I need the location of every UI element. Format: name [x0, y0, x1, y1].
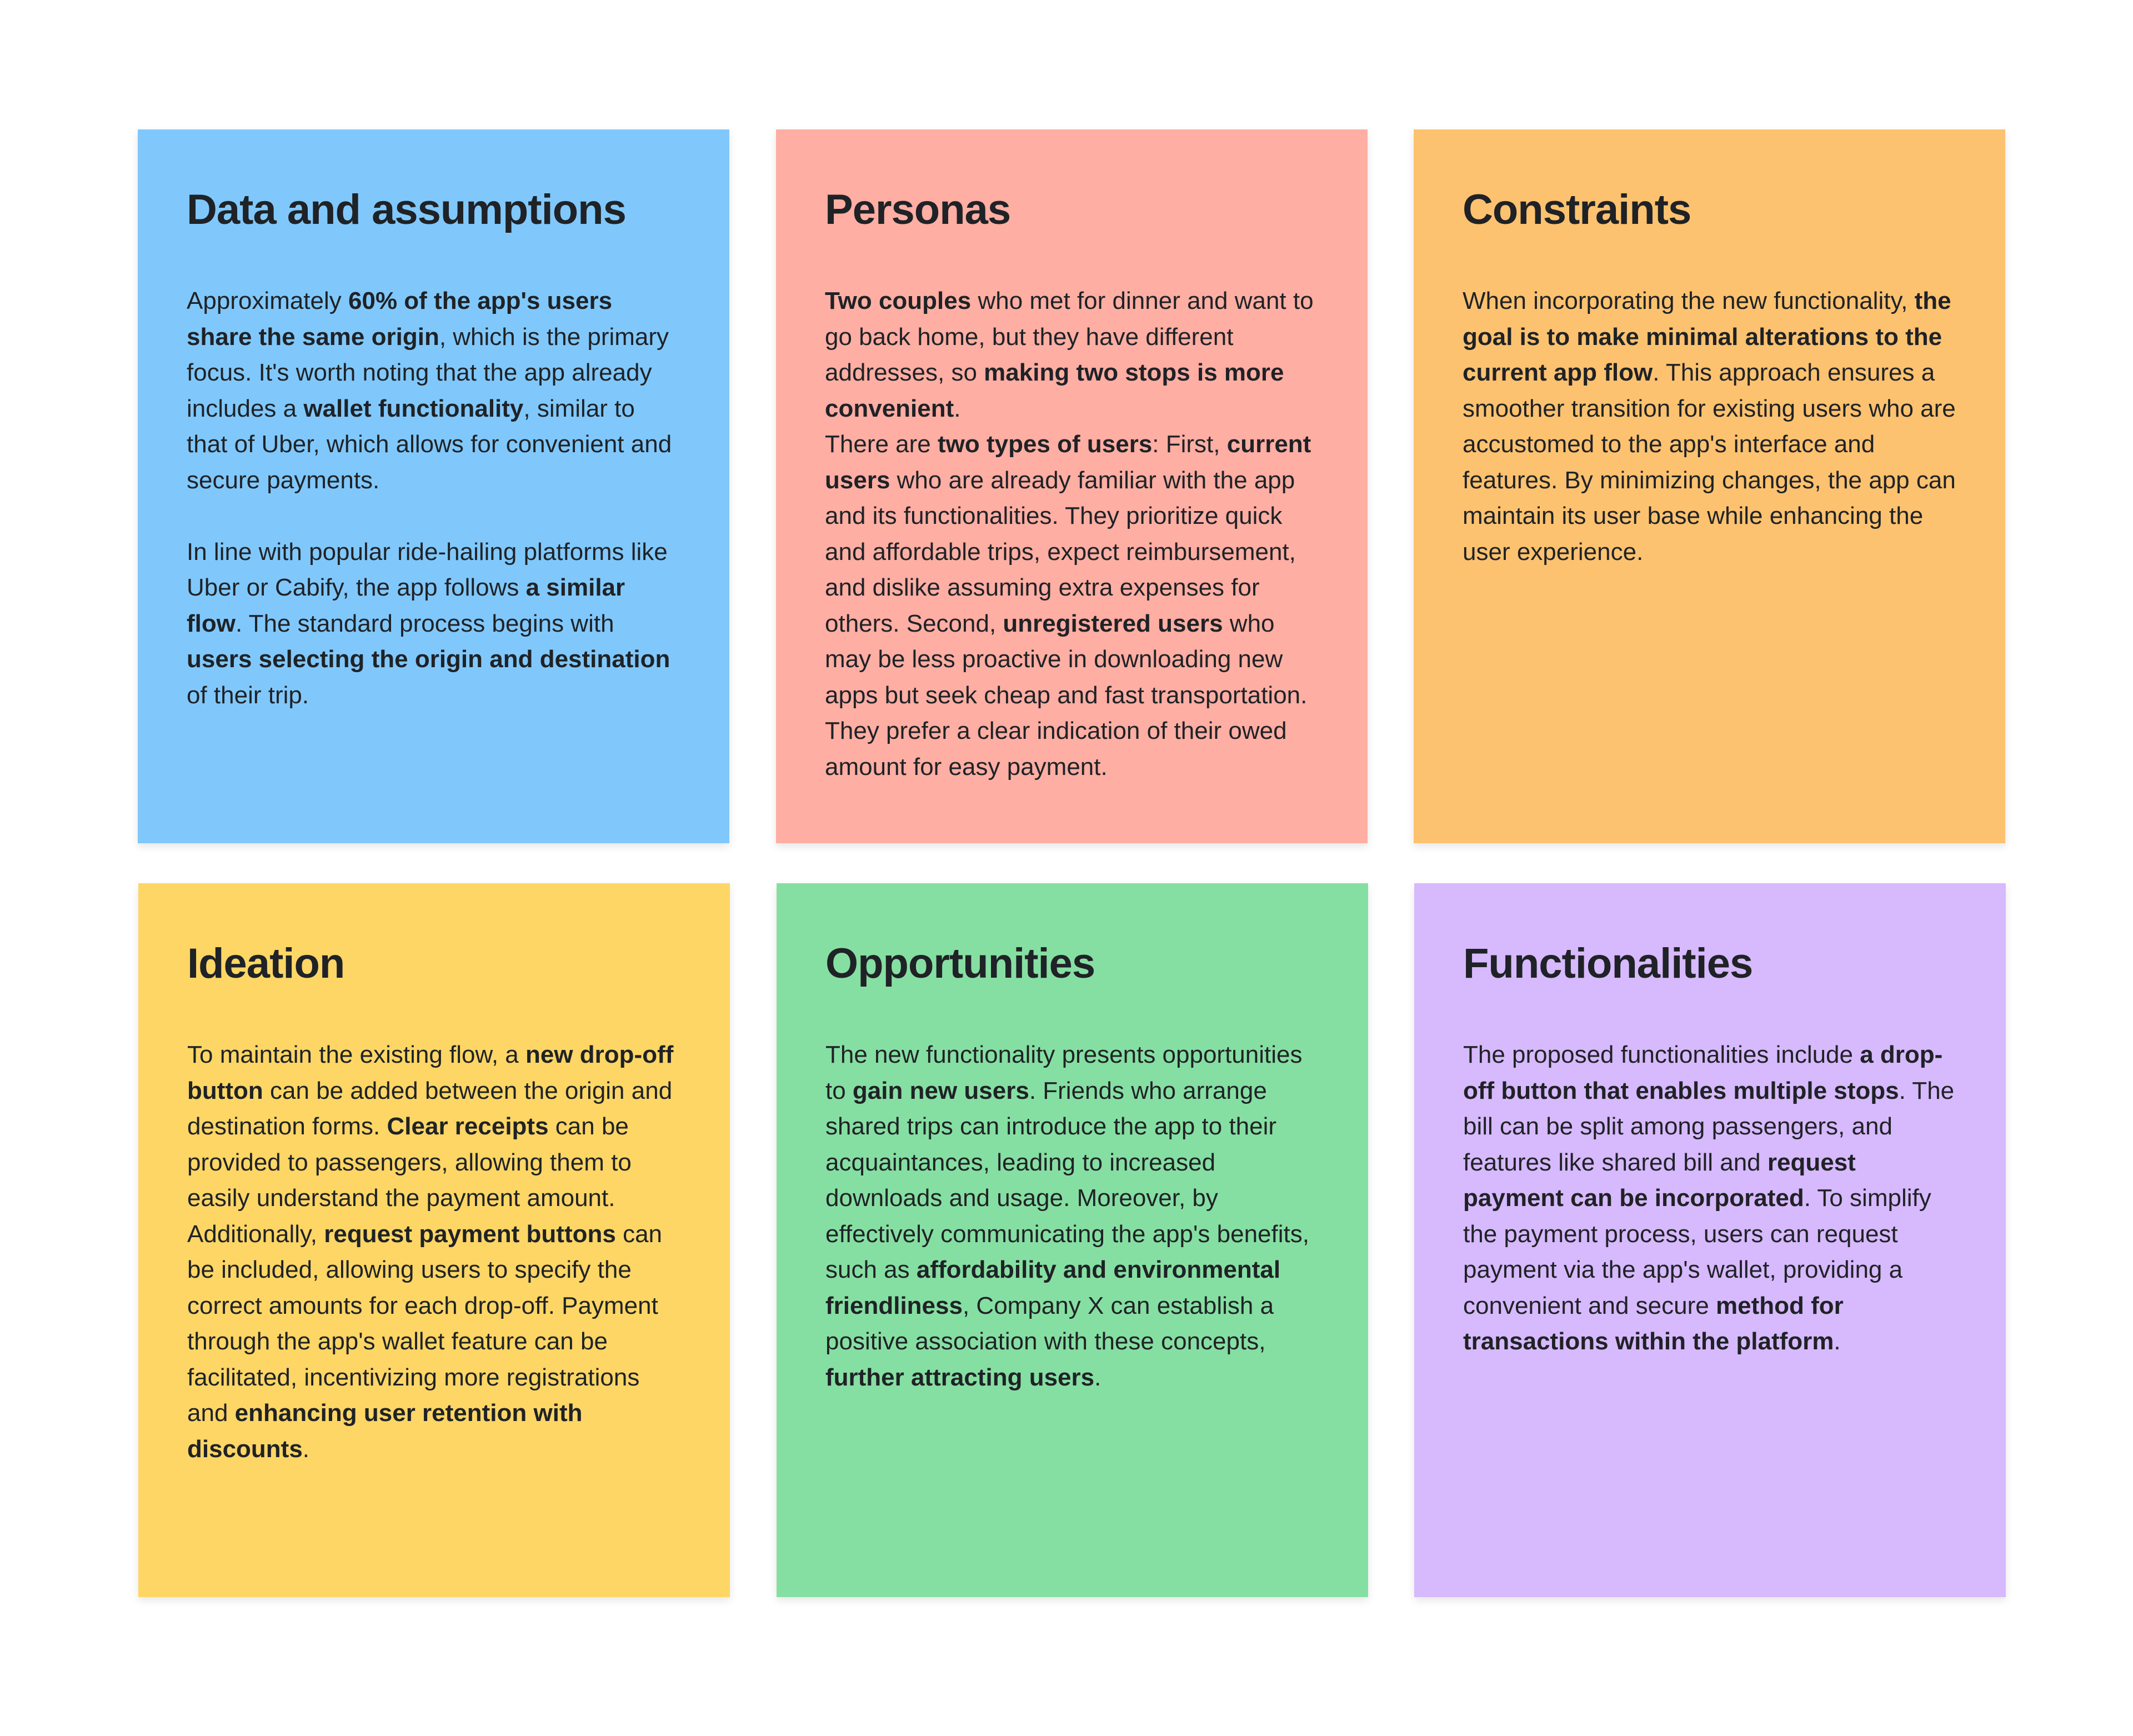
note-paragraph: The proposed functionalities include a drop-off button that enables multiple stops. The bill can be split among passengers, and features like shared bill and request payment can be incorporated. To simplify the payment process, users can request payment via the app's wallet, providing a convenient and secure method for transactions within the platform.	[1463, 1041, 1955, 1355]
sticky-note-personas[interactable]	[776, 129, 1368, 843]
emphasis-text: two types of users	[937, 431, 1153, 458]
emphasis-text: unregistered users	[1003, 609, 1223, 637]
emphasis-text: affordability and environmental friendliness	[825, 1256, 1281, 1319]
note-paragraph: When incorporating the new functionality, the goal is to make minimal alterations to the current app flow. This approach ensures a smoother transition for existing users who are accustomed to the app's interface and features. By minimizing changes, the app can maintain its user base while enhancing the user experience.	[1463, 287, 1956, 566]
note-paragraph: To maintain the existing flow, a new drop-off button can be added between the origin and destination forms. Clear receipts can be provided to passengers, allowing them to easily understand the payment amount. Additionally, request payment buttons can be included, allowing users to specify the correct amounts for each drop-off. Payment through the app's wallet feature can be facilitated, incentivizing more registrations and enhancing user retention with discounts.	[187, 1041, 674, 1463]
note-paragraph: The new functionality presents opportunities to gain new users. Friends who arrange shared trips can introduce the app to their acquaintances, leading to increased downloads and usage. Moreover, by effectively communicating the app's benefits, such as affordability and environmental friendliness, Company X can establish a positive association with these concepts, further attracting users.	[825, 1041, 1309, 1391]
emphasis-text: a similar flow	[187, 574, 625, 637]
note-body	[187, 283, 680, 713]
emphasis-text: making two stops is more convenient	[825, 359, 1284, 422]
note-title: Ideation	[187, 940, 345, 987]
emphasis-text: a drop-off button that enables multiple stops	[1463, 1041, 1943, 1104]
sticky-note-opportunities[interactable]	[777, 883, 1368, 1597]
emphasis-text: method for transactions within the platform	[1463, 1292, 1844, 1355]
emphasis-text: request payment can be incorporated	[1463, 1148, 1856, 1212]
emphasis-text: current users	[825, 431, 1311, 494]
note-paragraph: In line with popular ride-hailing platforms like Uber or Cabify, the app follows a similar flow. The standard process begins with users selecting the origin and destination of their trip.	[187, 538, 670, 709]
sticky-note-ideation[interactable]	[138, 883, 730, 1597]
emphasis-text: users selecting the origin and destination	[187, 646, 670, 673]
note-title: Opportunities	[825, 940, 1095, 987]
note-body	[1463, 283, 1956, 570]
emphasis-text: request payment buttons	[324, 1220, 616, 1248]
emphasis-text: new drop-off button	[187, 1041, 674, 1104]
emphasis-text: gain new users	[852, 1077, 1029, 1104]
note-body	[825, 283, 1319, 785]
emphasis-text: Clear receipts	[387, 1113, 549, 1140]
note-title: Data and assumptions	[187, 186, 626, 233]
emphasis-text: 60% of the app's users share the same origin	[187, 287, 613, 351]
emphasis-text: enhancing user retention with discounts	[187, 1399, 583, 1463]
note-paragraph: Two couples who met for dinner and want to go back home, but they have different addresses, so making two stops is more convenient.	[825, 287, 1314, 422]
note-body	[187, 1037, 681, 1467]
sticky-note-functionalities[interactable]	[1414, 883, 2006, 1597]
note-paragraph: There are two types of users: First, current users who are already familiar with the app and its functionalities. They prioritize quick and affordable trips, expect reimbursement, and dislike assuming extra expenses for others. Second, unregistered users who may be less proactive in downloading new apps but seek cheap and fast transportation. They prefer a clear indication of their owed amount for easy payment.	[825, 431, 1311, 781]
note-paragraph: Approximately 60% of the app's users share the same origin, which is the primary focus. It's worth noting that the app already includes a wallet functionality, similar to that of Uber, which allows for convenient and secure payments.	[187, 287, 672, 494]
sticky-note-data-and-assumptions[interactable]	[138, 129, 729, 843]
note-title: Constraints	[1463, 186, 1691, 233]
sticky-note-constraints[interactable]	[1414, 129, 2005, 843]
emphasis-text: wallet functionality	[303, 394, 524, 422]
note-body	[1463, 1037, 1957, 1360]
note-body	[825, 1037, 1319, 1395]
emphasis-text: the goal is to make minimal alterations to the current app flow	[1463, 287, 1951, 386]
emphasis-text: further attracting users	[825, 1363, 1095, 1391]
note-title: Personas	[825, 186, 1011, 233]
note-title: Functionalities	[1463, 940, 1753, 987]
emphasis-text: Two couples	[825, 287, 972, 314]
